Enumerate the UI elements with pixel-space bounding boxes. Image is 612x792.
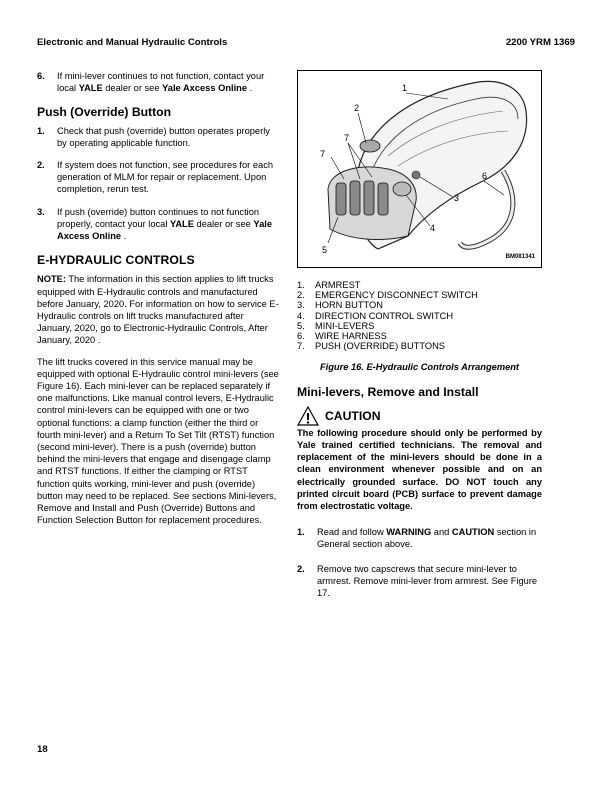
step-text: Remove two capscrews that secure mini-lever to armrest. Remove mini-lever from armrest. See Figure 17. [317,563,538,599]
right-column [297,70,542,599]
note-label: NOTE: [37,274,66,285]
caution-label: CAUTION [325,408,381,423]
push-step-3 [37,206,279,243]
figure-caption: Figure 16. E-Hydraulic Controls Arrangement [319,362,520,373]
legend-text: ARMREST [315,280,361,290]
page-header [37,37,575,51]
step-text-part: If push (override) button continues to not function properly, contact your local [57,206,260,229]
legend-text: MINI-LEVERS [315,320,375,331]
step-number: 2. [297,563,305,574]
callout-1: 1 [402,83,408,93]
legend-text: DIRECTION CONTROL SWITCH [315,310,454,321]
caution-ref: CAUTION [451,527,495,538]
step-text: If system does not function, see procedures for each generation of MLM for repair or replacement. Upon completion, rerun test. [57,160,274,195]
callout-5: 5 [322,245,328,255]
legend-item [297,341,542,351]
legend-number: 3. [297,300,305,311]
legend-number: 1. [297,280,305,290]
step-number: 1. [297,527,305,538]
callout-2: 2 [354,103,360,113]
push-step-1 [37,125,279,149]
step-number: 6. [37,71,45,81]
legend-number: 5. [297,320,305,331]
ml-step-1 [297,526,542,550]
legend-number: 2. [297,290,305,301]
header-section-title: Electronic and Manual Hydraulic Controls [37,37,228,48]
step-text-part: section in General section above. [317,527,537,550]
callout-4: 4 [430,223,436,233]
push-button-heading: Push (Override) Button [37,105,172,120]
legend-number: 7. [297,341,305,352]
callout-7b: 7 [320,149,326,159]
legend-item [297,321,542,331]
callout-7a: 7 [344,133,350,143]
armrest-illustration [298,71,542,268]
legend-item [297,290,542,300]
caution-header [297,406,542,426]
legend-item [297,311,542,321]
note-paragraph [37,273,279,346]
step-text: Check that push (override) button operates properly by operating applicable function. [57,125,270,148]
callout-3: 3 [454,193,460,203]
legend-number: 6. [297,331,305,342]
step-text [57,70,279,94]
warning-ref: WARNING [386,527,432,538]
caution-text: The following procedure should only be performed by Yale trained certified technicians. The removal and replacement of the mini-levers should be done in a clean environment whenever possible and on an electrically grounded surface. DO NOT touch any printed circuit board (PCB) surface to prevent damage from electrostatic voltage. [297,427,542,512]
page-number: 18 [37,744,48,755]
legend-item [297,300,542,310]
step-text-part: dealer or see [193,218,254,229]
step-text-part: . [121,231,127,242]
push-step-2 [37,159,279,196]
mini-levers-heading: Mini-levers, Remove and Install [297,384,479,399]
left-column [37,70,279,527]
legend-text: HORN BUTTON [315,300,384,311]
step-number: 1. [37,125,45,136]
callout-6: 6 [482,171,488,181]
figure-legend [297,280,542,351]
step-text-part: Read and follow [317,527,387,538]
note-text: The information in this section applies to lift trucks equipped with E-Hydraulic controls and manufactured before January, 2020. For information on how to service E-Hydraulic controls on lift trucks manufactured after January, 2020, go to Electronic-Hydraulic Controls, After January, 2020 . [37,274,279,346]
step-number: 3. [37,206,45,217]
step-text-part: . [247,83,253,94]
ml-step-2 [297,563,542,600]
body-paragraph: The lift trucks covered in this service manual may be equipped with optional E-Hydraulic control mini-levers (see Figure 16). Each mini-lever can be replaced separately if one malfunctions. Like manual control levers, E-Hydraulic control mini-levers can be equipped with one or two optional functions: a clamp function (either the third or fourth mini-lever) and a Return To Set Tilt (RTST) function (second mini-lever). There is a push (override) button behind the mini-levers that engage and disengage clamp and RTST functions. If either the clamping or RTST function quits working, mini-lever and push (override) button may need to be replaced. See sections Mini-levers, Remove and Install and Push (Override) Buttons and Function Selection Button for replacement procedures. [37,356,279,526]
yale-brand: YALE [170,218,194,229]
figure-16 [297,70,542,268]
step-6 [37,70,279,94]
legend-item [297,280,542,290]
step-number: 2. [37,160,45,171]
legend-number: 4. [297,310,305,321]
yale-axcess-link: Yale Axcess Online [57,218,273,242]
step-text [317,526,542,550]
header-manual-number: 2200 YRM 1369 [505,37,575,48]
yale-brand: YALE [78,83,103,94]
step-text-part: If mini-lever continues to not function, contact your local [57,71,265,94]
warning-triangle-icon [297,406,319,426]
step-text-part: dealer or see [102,83,163,94]
yale-axcess-link: Yale Axcess Online [162,83,248,94]
legend-text: EMERGENCY DISCONNECT SWITCH [315,290,478,301]
step-text-part: and [431,527,452,538]
e-hydraulic-heading: E-HYDRAULIC CONTROLS [37,253,195,268]
legend-item [297,331,542,341]
legend-text: WIRE HARNESS [315,331,387,342]
step-text [57,206,279,243]
legend-text: PUSH (OVERRIDE) BUTTONS [315,341,445,352]
figure-id: BM081341 [505,253,535,260]
